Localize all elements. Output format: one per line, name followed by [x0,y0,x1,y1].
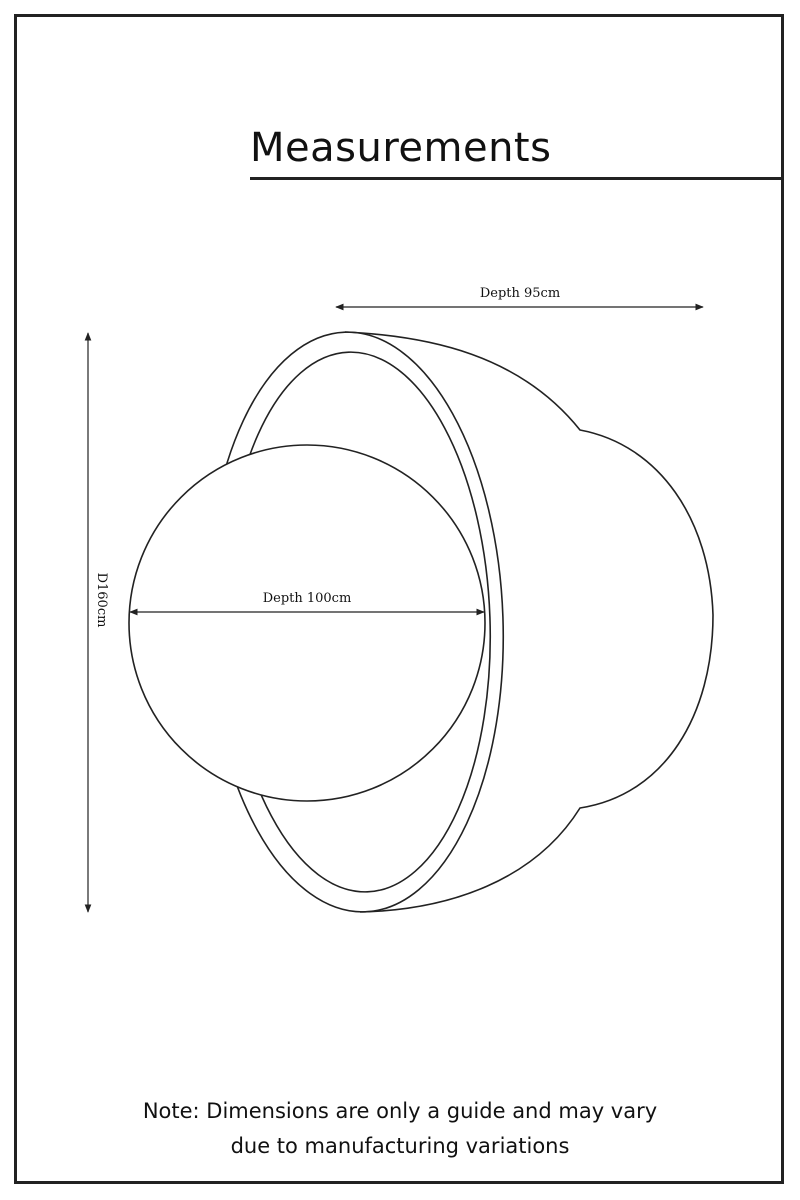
height-label: D160cm [94,572,109,628]
width-label: Depth 95cm [479,286,561,301]
note-line-1: Note: Dimensions are only a guide and may vary [142,1099,658,1123]
dimensions-note [0,1094,800,1164]
disc-label: Depth 100cm [262,591,352,606]
page-title: Measurements [250,125,552,171]
note-line-2: due to manufacturing variations [230,1134,570,1158]
lamp-front-disc [129,445,485,801]
